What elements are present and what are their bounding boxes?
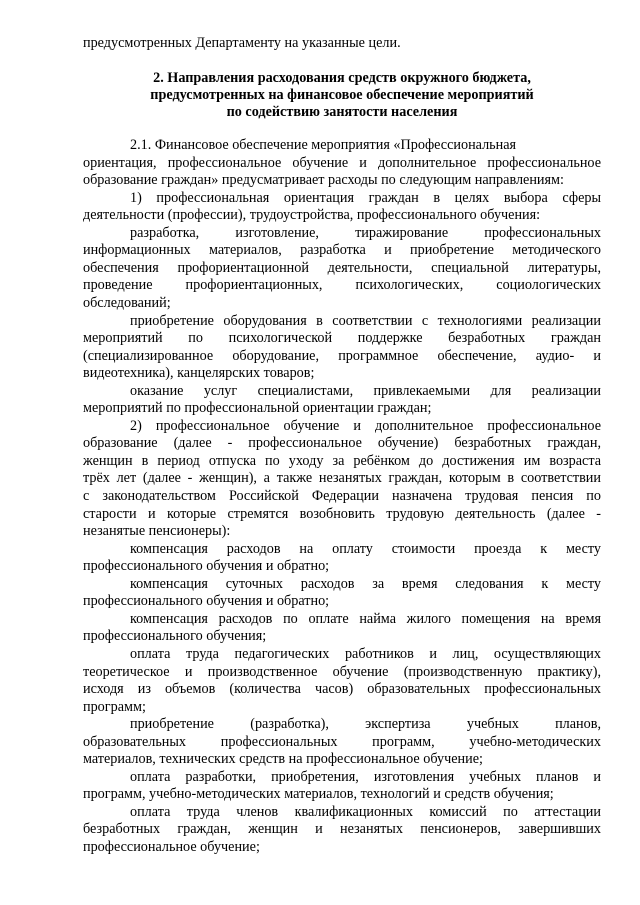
- body-line: 1) профессиональная ориентация граждан в целях выбора сферы: [130, 189, 601, 206]
- body-line: безработных граждан, женщин и незанятых пенсионеров, завершивших: [83, 821, 601, 838]
- body-line: материалов, технических средств на профессиональное обучение;: [83, 751, 483, 768]
- section-heading-line-3: по содействию занятости населения: [226, 104, 458, 120]
- body-line: деятельности (профессии), трудоустройства, профессионального обучения:: [83, 207, 541, 224]
- body-line: образовательных профессиональных программ, учебно-методических: [83, 733, 601, 750]
- body-line: приобретение оборудования в соответствии с технологиями реализации: [130, 312, 601, 329]
- body-line: программ, учебно-методических материалов, технологий и средств обучения;: [83, 786, 554, 803]
- body-line: информационных материалов, разработка и приобретение методического: [83, 242, 601, 259]
- body-line: профессионального обучения и обратно;: [83, 593, 330, 610]
- body-line: исходя из объемов (количества часов) образовательных профессиональных: [83, 681, 601, 698]
- body-line: 2.1. Финансовое обеспечение мероприятия «Профессиональная: [130, 137, 517, 153]
- body-line: образование граждан» предусматривает расходы по следующим направлениям:: [83, 172, 564, 189]
- body-line: мероприятий по психологической поддержке безработных граждан: [83, 330, 601, 347]
- body-line: 2) профессиональное обучение и дополнительное профессиональное: [130, 417, 601, 434]
- body-line: обеспечения профориентационной деятельности, специальной литературы,: [83, 259, 601, 276]
- body-line: профессионального обучения;: [83, 628, 267, 645]
- top-line: предусмотренных Департаменту на указанные цели.: [83, 35, 401, 51]
- body-line: трёх лет (далее - женщин), а также незанятых граждан, которым в соответствии: [83, 470, 601, 487]
- section-heading-line-2: предусмотренных на финансовое обеспечение мероприятий: [150, 87, 534, 103]
- body-line: оказание услуг специалистами, привлекаемыми для реализации: [130, 382, 601, 399]
- body-line: образование (далее - профессиональное обучение) безработных граждан,: [83, 435, 601, 452]
- body-line: программ;: [83, 698, 146, 715]
- body-line: приобретение (разработка), экспертиза учебных планов,: [130, 716, 601, 733]
- body-line: оплата труда членов квалификационных комиссий по аттестации: [130, 803, 601, 820]
- body-line: теоретическое и производственное обучение (производственную практику),: [83, 663, 601, 680]
- body-line: женщин в период отпуска по уходу за ребёнком до достижения им возраста: [83, 452, 601, 469]
- body-line: компенсация суточных расходов за время следования к месту: [130, 575, 601, 592]
- body-line: проведение профориентационных, психологических, социологических: [83, 277, 601, 294]
- body-line: профессионального обучения и обратно;: [83, 558, 330, 575]
- body-line: компенсация расходов на оплату стоимости проезда к месту: [130, 540, 601, 557]
- body-line: разработка, изготовление, тиражирование профессиональных: [130, 224, 601, 241]
- section-heading-line-1: 2. Направления расходования средств окружного бюджета,: [153, 70, 531, 86]
- body-line: с законодательством Российской Федерации назначена трудовая пенсия по: [83, 488, 601, 504]
- body-line: оплата труда педагогических работников и лиц, осуществляющих: [130, 645, 601, 662]
- body-line: старости и которые стремятся возобновить трудовую деятельность (далее -: [83, 505, 601, 522]
- body-line: (специализированное оборудование, программное обеспечение, аудио- и: [83, 347, 601, 364]
- body-line: мероприятий по профессиональной ориентации граждан;: [83, 400, 432, 417]
- body-line: ориентация, профессиональное обучение и дополнительное профессиональное: [83, 154, 601, 171]
- body-line: оплата разработки, приобретения, изготовления учебных планов и: [130, 768, 601, 785]
- body-line: незанятые пенсионеры):: [83, 523, 231, 540]
- body-line: видеотехника), канцелярских товаров;: [83, 365, 315, 382]
- body-line: профессиональное обучение;: [83, 839, 260, 855]
- body-line: обследований;: [83, 294, 171, 311]
- body-line: компенсация расходов по оплате найма жилого помещения на время: [130, 610, 601, 627]
